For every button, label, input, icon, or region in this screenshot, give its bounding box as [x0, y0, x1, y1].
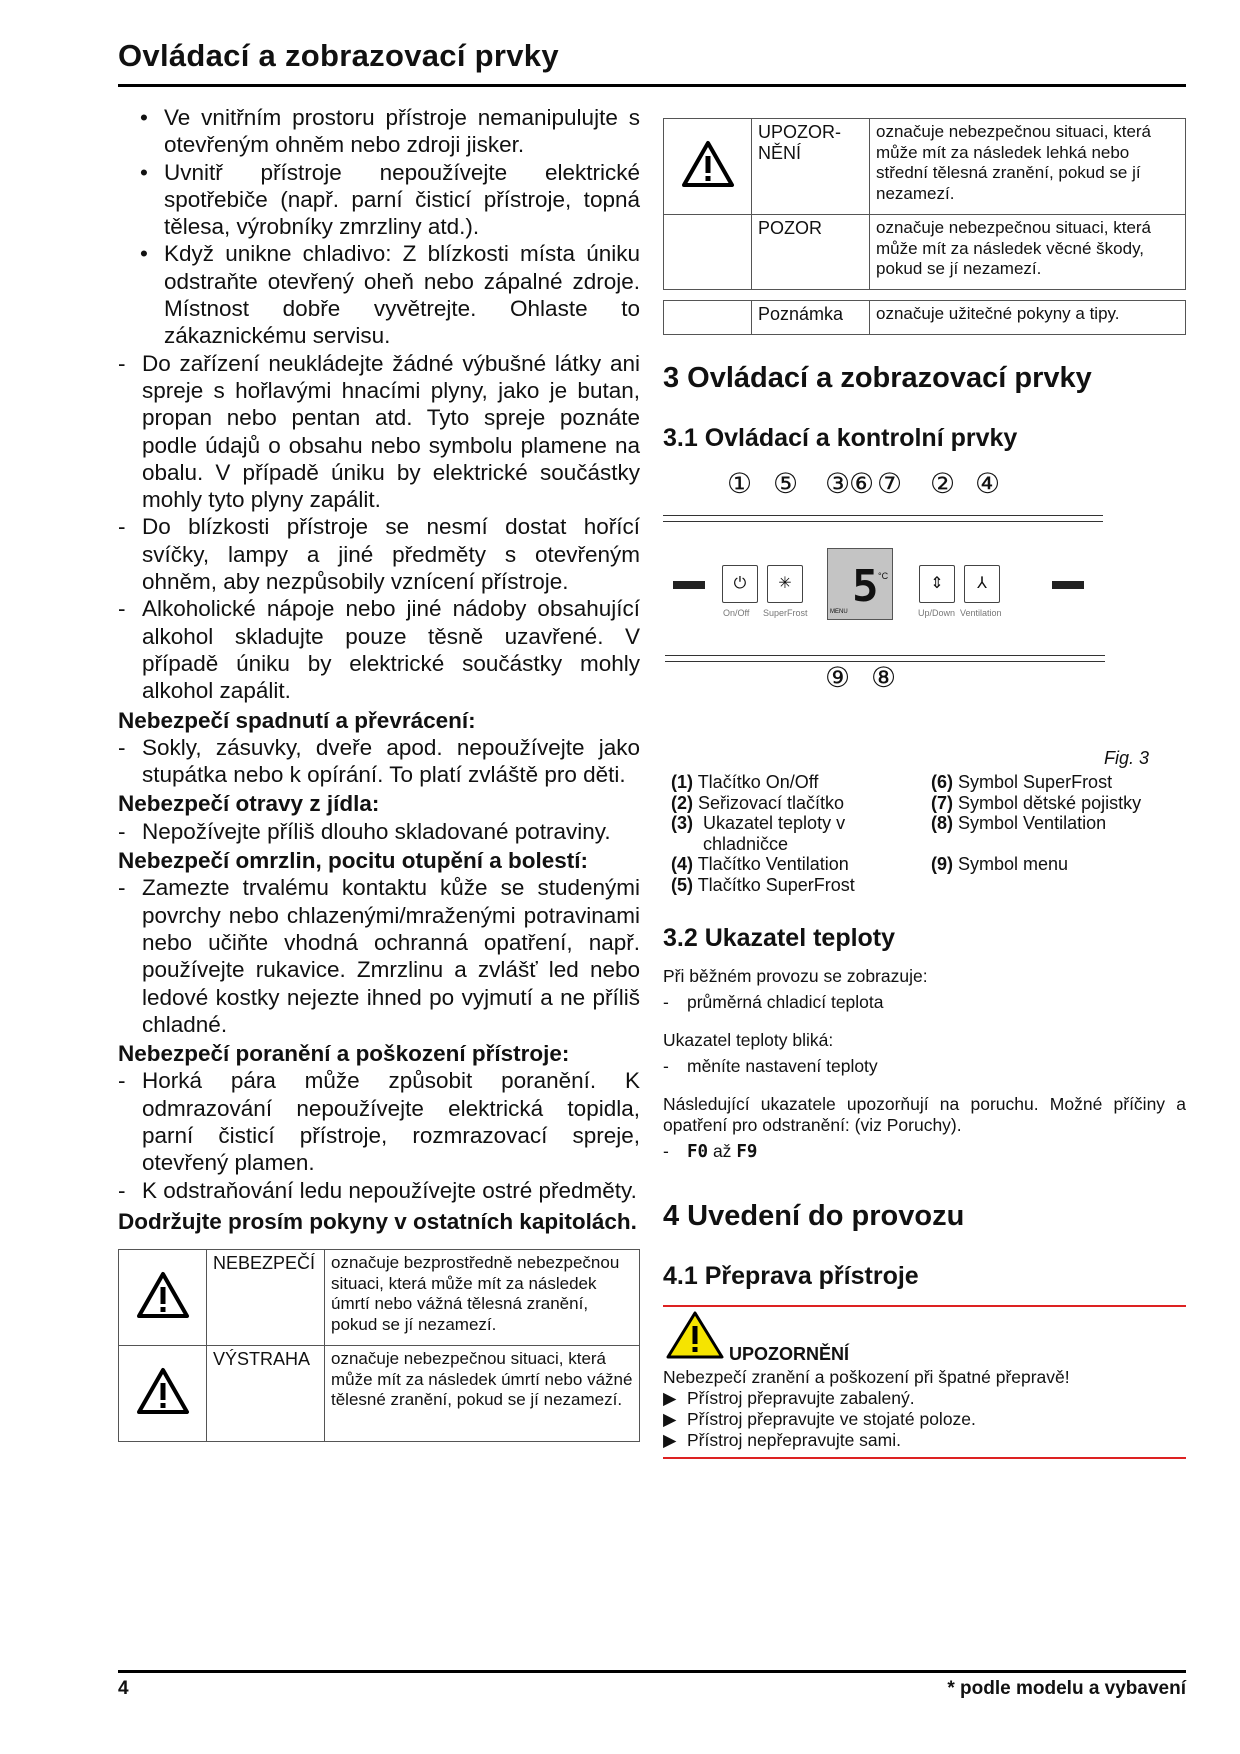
- callout-4: ④: [975, 467, 1001, 500]
- text: K odstraňování ledu nepoužívejte ostré předměty.: [142, 1177, 637, 1203]
- legend-item: (3) Ukazatel teploty v chladničce: [671, 813, 846, 854]
- footer-rule: [118, 1670, 1186, 1673]
- list-item: - Zamezte trvalému kontaktu kůže se studenými povrchy nebo chlazenými/mraženými potravinami nebo učiňte vhodná ochranná opatření, např. používejte rukavice. Zmrzlinu a zvlášť led nebo ledové kostky nejezte ihned po vyjmutí a ne příliš chladné.: [118, 875, 640, 1037]
- warning-triangle-icon: [119, 1250, 207, 1346]
- signal-desc: označuje nebezpečnou situaci, která může mít za následek lehká nebo střední tělesná zranění, pokud se jí nezamezí.: [870, 119, 1186, 215]
- section-heading-4-1: 4.1 Přeprava přístroje: [663, 1262, 919, 1290]
- text: Ukazatel teploty bliká:: [663, 1030, 834, 1050]
- list-item: - Nepožívejte příliš dlouho skladované potraviny.: [118, 818, 611, 844]
- signal-word-table: [118, 1249, 640, 1442]
- legend-item: (1) Tlačítko On/Off: [671, 772, 819, 792]
- signal-desc: označuje nebezpečnou situaci, která může mít za následek úmrtí nebo vážné tělesné zranění, pokud se jí nezamezí.: [325, 1346, 640, 1442]
- error-code: F9: [736, 1142, 758, 1162]
- subheading: Nebezpečí omrzlin, pocitu otupění a bolestí:: [118, 848, 589, 874]
- callout-5: ⑤: [773, 467, 799, 500]
- footer-note: * podle modelu a vybavení: [947, 1678, 1186, 1699]
- legend-item: (7) Symbol dětské pojistky: [931, 792, 1142, 813]
- page-title: Ovládací a zobrazovací prvky: [118, 38, 559, 73]
- subheading: Dodržujte prosím pokyny v ostatních kapitolách.: [118, 1208, 637, 1234]
- warning-triangle-icon: [119, 1346, 207, 1442]
- list-item: - Do blízkosti přístroje se nesmí dostat hořící svíčky, lampy a jiné předměty s otevřeným ohněm, aby nezpůsobily vznícení přístroje.: [118, 514, 640, 595]
- signal-word: POZOR: [752, 215, 870, 290]
- warning-rule-bottom: [663, 1457, 1186, 1459]
- display-value: 5: [852, 561, 879, 612]
- signal-word: VÝSTRAHA: [207, 1346, 325, 1442]
- section-heading-3-2: 3.2 Ukazatel teploty: [663, 924, 896, 952]
- callout-1: ①: [727, 467, 753, 500]
- text: Sokly, zásuvky, dveře apod. nepoužívejte jako stupátka nebo k opírání. To platí zvláště pro děti.: [142, 734, 640, 788]
- text: Horká pára může způsobit poranění. K odmrazování nepoužívejte elektrická topidla, parní čisticí přístroje, rozmrazovací spreje, otevřený plamen.: [142, 1068, 640, 1176]
- text: Do blízkosti přístroje se nesmí dostat hořící svíčky, lampy a jiné předměty s otevřeným ohněm, aby nezpůsobily vznícení přístroje.: [142, 514, 640, 595]
- legend-item: (8) Symbol Ventilation: [931, 813, 1107, 833]
- legend-item: (2) Seřizovací tlačítko: [671, 792, 845, 813]
- note-desc: označuje užitečné pokyny a tipy.: [870, 301, 1186, 335]
- callout-3: ③: [825, 467, 851, 500]
- signal-word: UPOZOR- NĚNÍ: [752, 119, 870, 215]
- text: Při běžném provozu se zobrazuje:: [663, 966, 928, 986]
- signal-desc: označuje bezprostředně nebezpečnou situaci, která může mít za následek úmrtí nebo vážná tělesná zranění, pokud se jí nezamezí.: [325, 1250, 640, 1346]
- warning-body: Nebezpečí zranění a poškození při špatné přepravě! ▶ Přístroj přepravujte zabalený. ▶ Přístroj přepravujte ve stojaté poloze. ▶ Přístroj nepřepravujte sami.: [663, 1367, 1186, 1451]
- superfrost-button[interactable]: ✳: [767, 565, 803, 603]
- freezer-indicator-icon: [673, 581, 705, 589]
- text: Do zařízení neukládejte žádné výbušné látky ani spreje s hořlavými hnacími plyny, jako je butan, propan nebo pentan atd. Tyto spreje poznáte podle údajů o obsahu nebo symbolu plamene na obalu. V případě úniku by elektrické součástky mohly tyto plyny zapálit.: [142, 350, 640, 513]
- menu-symbol: MENU: [830, 609, 848, 615]
- subheading: Nebezpečí otravy z jídla:: [118, 791, 380, 817]
- temperature-display: [827, 548, 893, 620]
- text: Přístroj nepřepravujte sami.: [687, 1430, 901, 1450]
- text: Nebezpečí zranění a poškození při špatné přepravě!: [663, 1367, 1070, 1387]
- callout-8: ⑧: [871, 661, 897, 694]
- warning-title: UPOZORNĚNÍ: [729, 1344, 850, 1364]
- left-column: [118, 104, 640, 1442]
- list-item: - Sokly, zásuvky, dveře apod. nepoužívejte jako stupátka nebo k opírání. To platí zvláště pro děti.: [118, 734, 640, 788]
- ventilation-button[interactable]: ⅄: [964, 565, 1000, 603]
- section-heading-3: 3 Ovládací a zobrazovací prvky: [663, 362, 1092, 394]
- callout-2: ②: [930, 467, 956, 500]
- text: Následující ukazatele upozorňují na poruchu. Možné příčiny a opatření pro odstranění: (viz Poruchy).: [663, 1094, 1186, 1135]
- list-item: - Alkoholické nápoje nebo jiné nádoby obsahující alkohol skladujte pouze těsně uzavřené. V případě úniku by elektrické součástky mohly alkohol zapálit.: [118, 596, 640, 704]
- text: Přístroj přepravujte zabalený.: [687, 1388, 915, 1408]
- list-item: - Horká pára může způsobit poranění. K odmrazování nepoužívejte elektrická topidla, parní čisticí přístroje, rozmrazovací spreje, otevřený plamen.: [118, 1068, 640, 1176]
- error-code: F0: [687, 1142, 709, 1162]
- legend-left: [671, 772, 921, 895]
- figure-caption: Fig. 3: [1104, 748, 1150, 768]
- legend-right: [931, 772, 1186, 875]
- text: Uvnitř přístroje nepoužívejte elektrické spotřebiče (např. parní čisticí přístroje, topná tělesa, výrobníky zmrzliny atd.).: [164, 159, 640, 240]
- temperature-display-text: Při běžném provozu se zobrazuje: - průměrná chladicí teplota Ukazatel teploty bliká: - měníte nastavení teploty Následující ukazatele upozorňují na poruchu. Možné příčiny a opatření pro odstranění: (viz Poruchy). - F0 až F9: [663, 966, 1186, 1162]
- text: měníte nastavení teploty: [687, 1056, 878, 1076]
- callout-7: ⑦: [877, 467, 903, 500]
- note-table: [663, 300, 1186, 335]
- signal-word-table-right: [663, 118, 1186, 290]
- warning-rule-top: [663, 1305, 1186, 1307]
- up-down-button[interactable]: ⇕: [919, 565, 955, 603]
- callout-9: ⑨: [825, 661, 851, 694]
- list-item: • Ve vnitřním prostoru přístroje nemanipulujte s otevřeným ohněm nebo zdroji jisker.: [140, 105, 640, 158]
- warning-triangle-icon: [664, 119, 752, 215]
- legend-item: (9) Symbol menu: [931, 854, 1069, 874]
- legend-item: (4) Tlačítko Ventilation: [671, 854, 849, 874]
- button-label: SuperFrost: [763, 608, 808, 618]
- text: Když unikne chladivo: Z blízkosti místa úniku odstraňte otevřený oheň nebo zápalné zdroje. Místnost dobře vyvětrejte. Ohlaste to zákaznickému servisu.: [164, 241, 640, 349]
- list-item: - Do zařízení neukládejte žádné výbušné látky ani spreje s hořlavými hnacími plyny, jako je butan, propan nebo pentan atd. Tyto spreje poznáte podle údajů o obsahu nebo symbolu plamene na obalu. V případě úniku by elektrické součástky mohly tyto plyny zapálit.: [118, 350, 640, 513]
- section-heading-4: 4 Uvedení do provozu: [663, 1200, 965, 1232]
- list-item: - K odstraňování ledu nepoužívejte ostré předměty.: [118, 1177, 637, 1203]
- note-term: Poznámka: [752, 301, 870, 335]
- freezer-stars-icon: [1052, 581, 1084, 589]
- text: Zamezte trvalému kontaktu kůže se studenými povrchy nebo chlazenými/mraženými potravinami nebo učiňte vhodná ochranná opatření, např. používejte rukavice. Zmrzlinu a zvlášť led nebo ledové kostky nejezte ihned po vyjmutí a ne příliš chladné.: [142, 875, 640, 1037]
- header-rule: [118, 84, 1186, 87]
- text: Nepožívejte příliš dlouho skladované potraviny.: [142, 818, 611, 844]
- button-label: Ventilation: [960, 608, 1002, 618]
- signal-word: NEBEZPEČÍ: [207, 1250, 325, 1346]
- text: průměrná chladicí teplota: [687, 992, 884, 1012]
- text: Přístroj přepravujte ve stojaté poloze.: [687, 1409, 976, 1429]
- callout-6: ⑥: [849, 467, 875, 500]
- legend-item: (5) Tlačítko SuperFrost: [671, 874, 855, 895]
- subheading: Nebezpečí poranění a poškození přístroje:: [118, 1041, 570, 1067]
- signal-desc: označuje nebezpečnou situaci, která může mít za následek věcné škody, pokud se jí nezamezí.: [870, 215, 1186, 290]
- page-number: 4: [118, 1678, 129, 1699]
- list-item: • Když unikne chladivo: Z blízkosti místa úniku odstraňte otevřený oheň nebo zápalné zdroje. Místnost dobře vyvětrejte. Ohlaste to zákaznickému servisu.: [140, 241, 640, 349]
- button-label: On/Off: [723, 608, 750, 618]
- warning-yellow-icon: [665, 1310, 725, 1365]
- list-item: • Uvnitř přístroje nepoužívejte elektrické spotřebiče (např. parní čisticí přístroje, topná tělesa, výrobníky zmrzliny atd.).: [140, 159, 640, 240]
- text: až: [712, 1141, 732, 1161]
- section-heading-3-1: 3.1 Ovládací a kontrolní prvky: [663, 424, 1018, 452]
- control-panel-figure: [663, 465, 1103, 705]
- text: Alkoholické nápoje nebo jiné nádoby obsahující alkohol skladujte pouze těsně uzavřené. V případě úniku by elektrické součástky mohly alkohol zapálit.: [142, 596, 640, 704]
- display-unit: °C: [878, 571, 889, 581]
- on-off-button[interactable]: ⏻: [722, 565, 758, 603]
- legend-item: (6) Symbol SuperFrost: [931, 772, 1113, 792]
- subheading: Nebezpečí spadnutí a převrácení:: [118, 707, 476, 733]
- button-label: Up/Down: [918, 608, 956, 618]
- text: Ve vnitřním prostoru přístroje nemanipulujte s otevřeným ohněm nebo zdroji jisker.: [164, 105, 640, 158]
